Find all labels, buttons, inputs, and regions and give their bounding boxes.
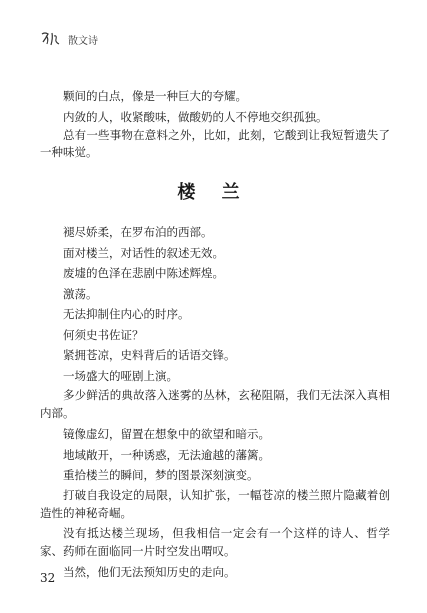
poem-line: 无法抑制住内心的时序。 <box>63 307 190 321</box>
poem-line: 废墟的色泽在悲剧中陈述辉煌。 <box>63 266 224 280</box>
poem-line: 多少鲜活的典故落入迷雾的丛林，玄秘阻隔，我们无法深入真相内部。 <box>40 388 390 420</box>
poem-line: 重拾楼兰的瞬间，梦的图景深刻演变。 <box>63 468 259 482</box>
running-header <box>40 30 98 48</box>
poem-line: 紧拥苍凉，史料背后的话语交锋。 <box>63 348 236 362</box>
poem-line: 地域敞开，一种诱惑，无法逾越的藩篱。 <box>63 447 270 462</box>
prose-paragraph: 内敛的人，收紧酸味，做酸奶的人不停地交织孤独。 <box>63 109 328 124</box>
prose-paragraph: 颗间的白点，像是一种巨大的夸耀。 <box>63 89 247 103</box>
poem-line: 打破自我设定的局限，认知扩张，一幅苍凉的楼兰照片隐藏着创造性的神秘奇崛。 <box>40 487 390 520</box>
poem-line: 没有抵达楼兰现场，但我相信一定会有一个这样的诗人、哲学家、药师在面临同一片时空发出喟叹。 <box>40 525 390 558</box>
poem-line: 当然，他们无法预知历史的走向。 <box>63 564 236 579</box>
poem-body <box>40 222 390 582</box>
chapter-title: 楼 兰 <box>177 182 250 203</box>
poem-line: 褪尽娇柔，在罗布泊的西部。 <box>63 225 213 239</box>
poem-line: 一场盛大的哑剧上演。 <box>63 368 178 383</box>
prose-paragraph: 总有一些事物在意料之外，比如，此刻，它酸到让我短暂遗失了一种味觉。 <box>40 128 390 159</box>
poem-line: 镜像虚幻，留置在想象中的欲望和暗示。 <box>63 427 270 441</box>
poem-line: 激荡。 <box>63 286 98 301</box>
poem-line: 面对楼兰，对话性的叙述无效。 <box>63 245 224 260</box>
page-number: 32 <box>40 571 56 585</box>
section-label: 散文诗 <box>68 35 98 47</box>
poem-line: 何须史书佐证？ <box>63 327 144 342</box>
continued-prose <box>40 86 390 161</box>
calligraphy-logo-icon <box>40 30 62 48</box>
